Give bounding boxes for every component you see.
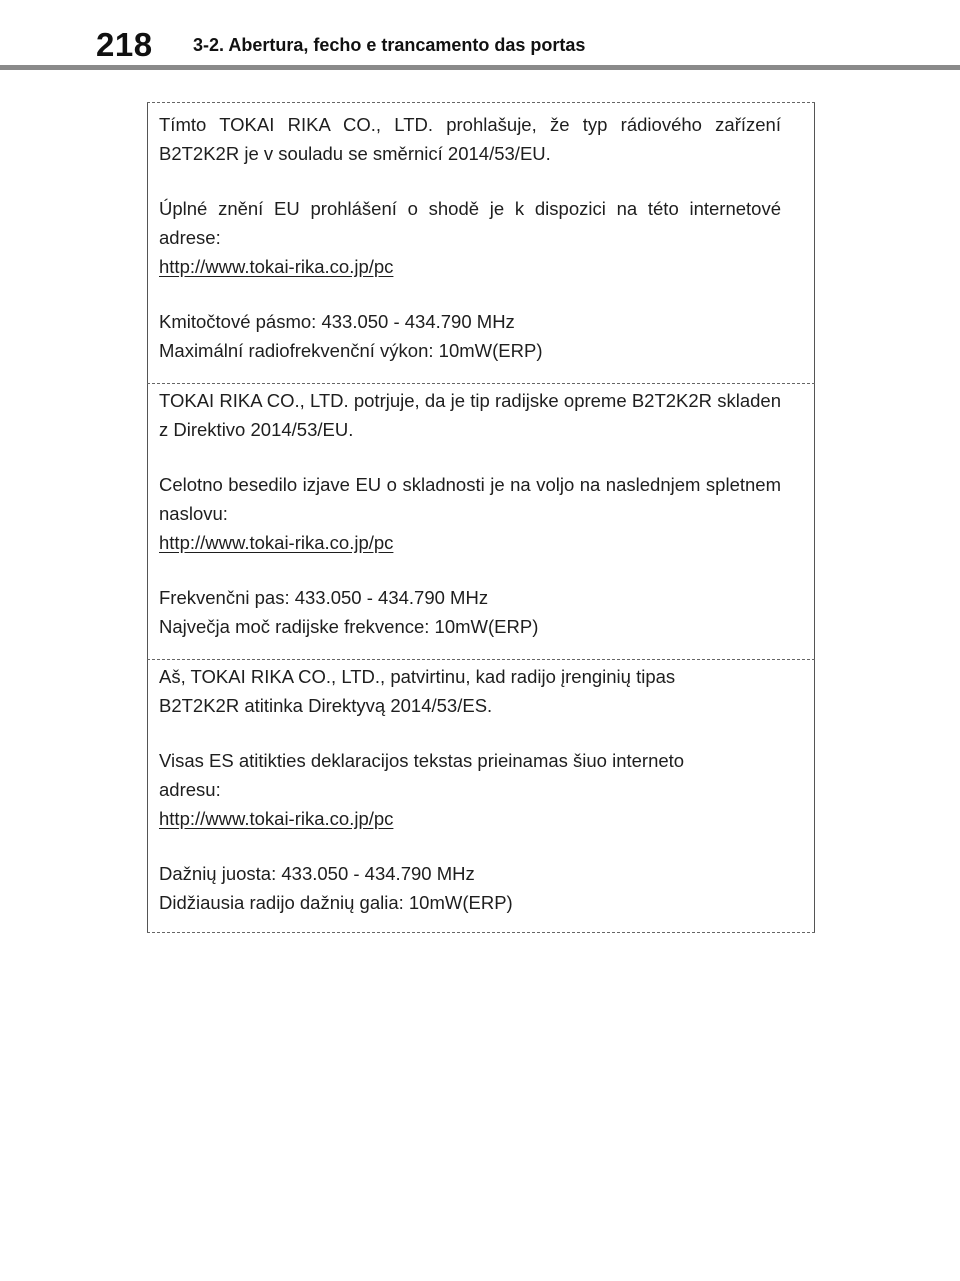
max-power: Največja moč radijske frekvence: 10mW(ERP) xyxy=(159,616,539,637)
availability-statement: Úplné znění EU prohlášení o shodě je k dispozici na této internetové adrese: xyxy=(159,198,781,248)
declaration-slovenian xyxy=(159,386,781,641)
frequency-band: Kmitočtové pásmo: 433.050 - 434.790 MHz xyxy=(159,311,515,332)
availability-statement: Celotno besedilo izjave EU o skladnosti je na voljo na naslednjem spletnem naslovu: xyxy=(159,474,781,524)
section-divider xyxy=(147,659,815,660)
frequency-band: Frekvenčni pas: 433.050 - 434.790 MHz xyxy=(159,587,489,608)
max-power: Maximální radiofrekvenční výkon: 10mW(ERP) xyxy=(159,340,543,361)
page-number: 218 xyxy=(96,26,153,63)
declaration-lithuanian xyxy=(159,662,749,917)
box-bottom-border xyxy=(147,932,815,933)
declaration-czech xyxy=(159,110,781,365)
conformity-statement: Tímto TOKAI RIKA CO., LTD. prohlašuje, že typ rádiového zařízení B2T2K2R je v souladu se směrnicí 2014/53/EU. xyxy=(159,114,781,164)
declaration-link[interactable]: http://www.tokai-rika.co.jp/pc xyxy=(159,256,394,277)
frequency-band: Dažnių juosta: 433.050 - 434.790 MHz xyxy=(159,863,475,884)
conformity-statement: Aš, TOKAI RIKA CO., LTD., patvirtinu, kad radijo įrenginių tipas B2T2K2R atitinka Direktyvą 2014/53/ES. xyxy=(159,666,676,716)
header-rule xyxy=(0,65,960,70)
box-top-border xyxy=(147,102,815,103)
section-divider xyxy=(147,383,815,384)
declaration-link[interactable]: http://www.tokai-rika.co.jp/pc xyxy=(159,532,394,553)
availability-statement: Visas ES atitikties deklaracijos tekstas prieinamas šiuo interneto adresu: xyxy=(159,750,685,800)
max-power: Didžiausia radijo dažnių galia: 10mW(ERP) xyxy=(159,892,513,913)
declaration-link[interactable]: http://www.tokai-rika.co.jp/pc xyxy=(159,808,394,829)
conformity-statement: TOKAI RIKA CO., LTD. potrjuje, da je tip radijske opreme B2T2K2R skladen z Direktivo 2014/53/EU. xyxy=(159,390,781,440)
section-title: 3-2. Abertura, fecho e trancamento das portas xyxy=(193,35,586,55)
page-header xyxy=(0,0,960,72)
